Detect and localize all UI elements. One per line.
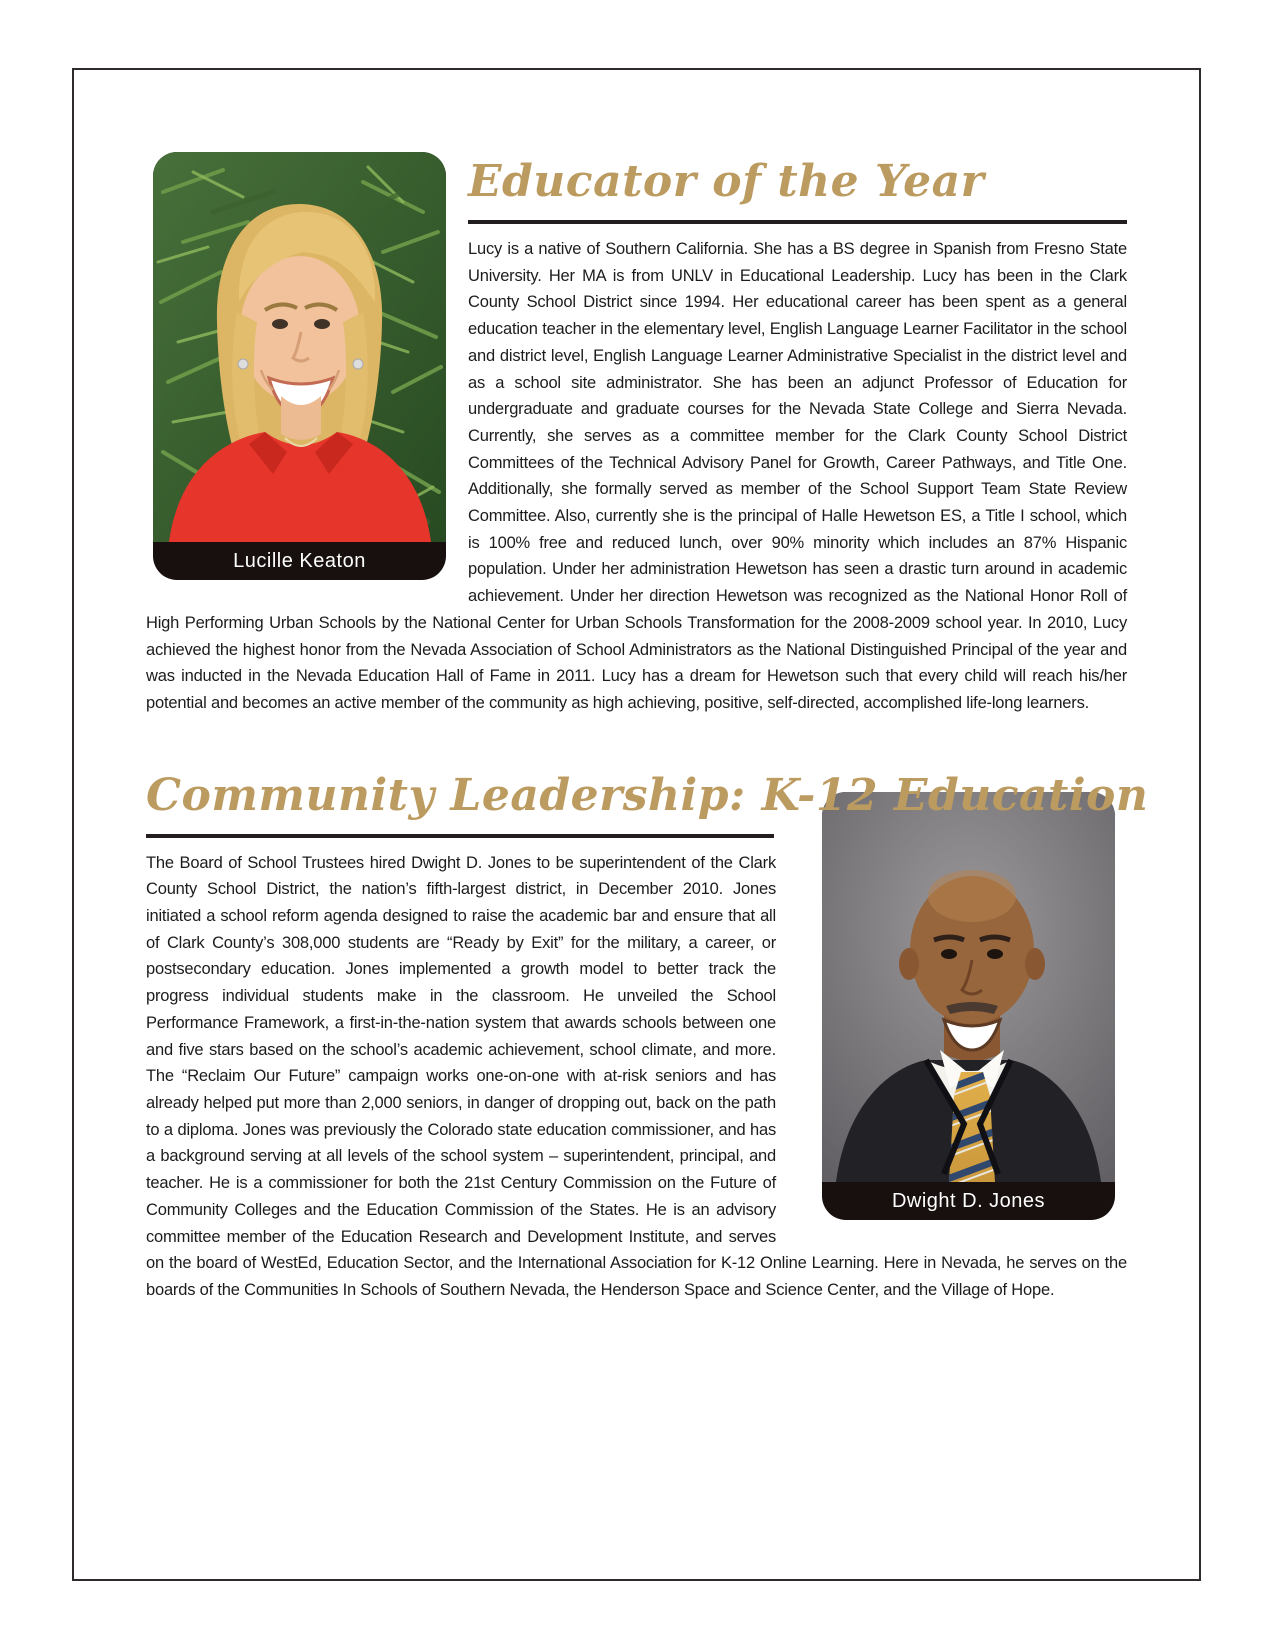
dwight-jones-portrait-svg bbox=[822, 792, 1115, 1182]
lucille-keaton-portrait-svg bbox=[153, 152, 446, 542]
section-educator-of-the-year bbox=[146, 70, 1127, 717]
heading-rule-educator bbox=[468, 220, 1127, 224]
page-border-frame bbox=[72, 68, 1201, 1581]
face bbox=[240, 256, 360, 404]
bio-paragraph-lucille-keaton: Lucy is a native of Southern California. She has a BS degree in Spanish from Fresno State University. Her MA is from UNLV in Educational Leadership. Lucy has been in the Clark County School District since 1994. Her educational career has been spent as a general education teacher in the elementary level, English Language Learner Facilitator in the school and district level, English Language Learner Administrative Specialist in the district level and as a school site administrator. She has been an adjunct Professor of Education for undergraduate and graduate courses for the Nevada State College and Sierra Nevada. Currently, she serves as a committee member for the Clark County School District Committees of the Technical Advisory Panel for Growth, Career Pathways, and Title One. Additionally, she formally served as member of the School Support Team State Review Committee. Also, currently she is the principal of Halle Hewetson ES, a Title I school, which is 100% free and reduced lunch, over 90% minority which includes an 87% Hispanic population. Under her administration Hewetson has seen a drastic turn around in academic achievement. Under her direction Hewetson was recognized as the National Honor Roll of High Performing Urban Schools by the National Center for Urban Schools Transformation for the 2008-2009 school year. In 2010, Lucy achieved the highest honor from the Nevada Association of School Administrators as the National Distinguished Principal of the year and was inducted in the Nevada Education Hall of Fame in 2011. Lucy has a dream for Hewetson such that every child will reach his/her potential and becomes an active member of the community as high achieving, positive, self-directed, accomplished life-long learners. bbox=[146, 240, 1127, 712]
lucille-keaton-portrait-photo bbox=[153, 152, 446, 542]
dwight-jones-portrait-photo bbox=[822, 792, 1115, 1182]
photo-card-dwight-jones bbox=[822, 792, 1115, 1220]
photo-caption-lucille-keaton: Lucille Keaton bbox=[233, 550, 366, 572]
photo-caption-dwight-jones: Dwight D. Jones bbox=[891, 1189, 1046, 1212]
bio-paragraph-dwight-jones: The Board of School Trustees hired Dwight D. Jones to be superintendent of the Clark County School District, the nation’s fifth-largest district, in December 2010. Jones initiated a school reform agenda designed to raise the academic bar and ensure that all of Clark County’s 308,000 students are “Ready by Exit” for the military, a career, or postsecondary education. Jones implemented a growth model to better track the progress individual students make in the classroom. He unveiled the School Performance Framework, a first-in-the-nation system that awards schools between one and five stars based on the school’s academic achievement, school climate, and more. The “Reclaim Our Future” campaign works one-on-one with at-risk seniors and has already helped put more than 2,000 seniors, in danger of dropping out, back on the path to a diploma. Jones was previously the Colorado state education commissioner, and has a background serving at all levels of the school system – superintendent, principal, and teacher. He is a commissioner for both the 21st Century Commission on the Future of Community Colleges and the Education Commission of the States. He is an advisory committee member of the Education Research and Development Institute, and serves on the board of WestEd, Education Sector, and the International Association for K-12 Online Learning. Here in Nevada, he serves on the boards of the Communities In Schools of Southern Nevada, the Henderson Space and Science Center, and the Village of Hope. bbox=[146, 853, 1127, 1299]
photo-card-lucille-keaton bbox=[153, 152, 446, 580]
heading-rule-community-leadership bbox=[146, 834, 774, 838]
page-content bbox=[146, 70, 1149, 1304]
heading-community-leadership: Community Leadership: K-12 Education bbox=[146, 769, 1149, 821]
section-community-leadership-k12 bbox=[146, 764, 1149, 1304]
heading-educator-of-the-year: Educator of the Year bbox=[468, 156, 985, 207]
